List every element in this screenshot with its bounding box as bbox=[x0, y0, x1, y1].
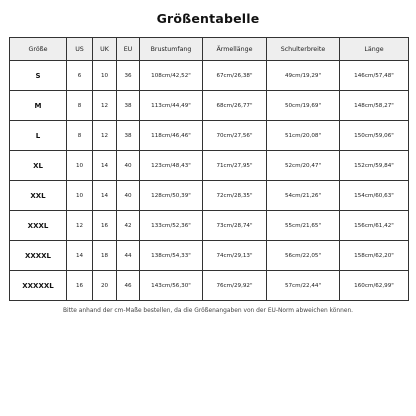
cell-uk: 12 bbox=[93, 91, 117, 121]
cell-laenge: 152cm/59,84" bbox=[340, 151, 409, 181]
cell-uk: 14 bbox=[93, 151, 117, 181]
cell-schulterbreite: 50cm/19,69" bbox=[267, 91, 340, 121]
cell-brustumfang: 113cm/44,49" bbox=[140, 91, 203, 121]
cell-uk: 16 bbox=[93, 211, 117, 241]
cell-eu: 38 bbox=[117, 91, 140, 121]
cell-us: 10 bbox=[67, 151, 93, 181]
cell-brustumfang: 128cm/50,39" bbox=[140, 181, 203, 211]
page-title: Größentabelle bbox=[156, 11, 260, 26]
table-row bbox=[10, 181, 409, 211]
cell-size: XL bbox=[10, 151, 67, 181]
order-note: Bitte anhand der cm-Maße bestellen, da die Größenangaben von der EU-Norm abweichen können. bbox=[62, 308, 354, 314]
cell-brustumfang: 118cm/46,46" bbox=[140, 121, 203, 151]
cell-laenge: 156cm/61,42" bbox=[340, 211, 409, 241]
cell-eu: 40 bbox=[117, 181, 140, 211]
cell-aermellaenge: 70cm/27,56" bbox=[203, 121, 267, 151]
header-uk: UK bbox=[93, 38, 117, 61]
cell-us: 16 bbox=[67, 271, 93, 301]
cell-laenge: 148cm/58,27" bbox=[340, 91, 409, 121]
cell-size: XXL bbox=[10, 181, 67, 211]
cell-aermellaenge: 68cm/26,77" bbox=[203, 91, 267, 121]
table-row bbox=[10, 61, 409, 91]
cell-size: XXXXL bbox=[10, 241, 67, 271]
cell-size: S bbox=[10, 61, 67, 91]
table-row bbox=[10, 271, 409, 301]
table-header-row bbox=[10, 38, 409, 61]
cell-eu: 44 bbox=[117, 241, 140, 271]
cell-aermellaenge: 67cm/26,38" bbox=[203, 61, 267, 91]
cell-brustumfang: 138cm/54,33" bbox=[140, 241, 203, 271]
cell-eu: 40 bbox=[117, 151, 140, 181]
cell-uk: 20 bbox=[93, 271, 117, 301]
cell-aermellaenge: 74cm/29,13" bbox=[203, 241, 267, 271]
cell-schulterbreite: 57cm/22,44" bbox=[267, 271, 340, 301]
cell-eu: 36 bbox=[117, 61, 140, 91]
header-brustumfang: Brustumfang bbox=[140, 38, 203, 61]
cell-laenge: 150cm/59,06" bbox=[340, 121, 409, 151]
cell-eu: 42 bbox=[117, 211, 140, 241]
table-row bbox=[10, 151, 409, 181]
table-row bbox=[10, 91, 409, 121]
cell-size: XXXXXL bbox=[10, 271, 67, 301]
cell-schulterbreite: 54cm/21,26" bbox=[267, 181, 340, 211]
table-row bbox=[10, 241, 409, 271]
cell-aermellaenge: 72cm/28,35" bbox=[203, 181, 267, 211]
header-schulterbreite: Schulterbreite bbox=[267, 38, 340, 61]
header-aermellaenge: Ärmellänge bbox=[203, 38, 267, 61]
cell-schulterbreite: 55cm/21,65" bbox=[267, 211, 340, 241]
table-row bbox=[10, 211, 409, 241]
cell-eu: 38 bbox=[117, 121, 140, 151]
cell-uk: 12 bbox=[93, 121, 117, 151]
header-laenge: Länge bbox=[340, 38, 409, 61]
cell-uk: 10 bbox=[93, 61, 117, 91]
cell-aermellaenge: 73cm/28,74" bbox=[203, 211, 267, 241]
table-row bbox=[10, 121, 409, 151]
header-groesse: Größe bbox=[10, 38, 67, 61]
size-chart-table bbox=[9, 37, 409, 301]
cell-aermellaenge: 76cm/29,92" bbox=[203, 271, 267, 301]
cell-laenge: 146cm/57,48" bbox=[340, 61, 409, 91]
cell-us: 14 bbox=[67, 241, 93, 271]
cell-schulterbreite: 51cm/20,08" bbox=[267, 121, 340, 151]
cell-uk: 18 bbox=[93, 241, 117, 271]
cell-brustumfang: 123cm/48,43" bbox=[140, 151, 203, 181]
cell-uk: 14 bbox=[93, 181, 117, 211]
header-us: US bbox=[67, 38, 93, 61]
cell-brustumfang: 143cm/56,30" bbox=[140, 271, 203, 301]
cell-us: 10 bbox=[67, 181, 93, 211]
cell-schulterbreite: 49cm/19,29" bbox=[267, 61, 340, 91]
cell-size: XXXL bbox=[10, 211, 67, 241]
cell-brustumfang: 133cm/52,36" bbox=[140, 211, 203, 241]
cell-laenge: 154cm/60,63" bbox=[340, 181, 409, 211]
cell-us: 8 bbox=[67, 121, 93, 151]
cell-laenge: 158cm/62,20" bbox=[340, 241, 409, 271]
cell-schulterbreite: 52cm/20,47" bbox=[267, 151, 340, 181]
header-eu: EU bbox=[117, 38, 140, 61]
cell-brustumfang: 108cm/42,52" bbox=[140, 61, 203, 91]
cell-us: 8 bbox=[67, 91, 93, 121]
cell-us: 12 bbox=[67, 211, 93, 241]
cell-size: L bbox=[10, 121, 67, 151]
cell-laenge: 160cm/62,99" bbox=[340, 271, 409, 301]
cell-aermellaenge: 71cm/27,95" bbox=[203, 151, 267, 181]
cell-eu: 46 bbox=[117, 271, 140, 301]
cell-schulterbreite: 56cm/22,05" bbox=[267, 241, 340, 271]
cell-us: 6 bbox=[67, 61, 93, 91]
cell-size: M bbox=[10, 91, 67, 121]
